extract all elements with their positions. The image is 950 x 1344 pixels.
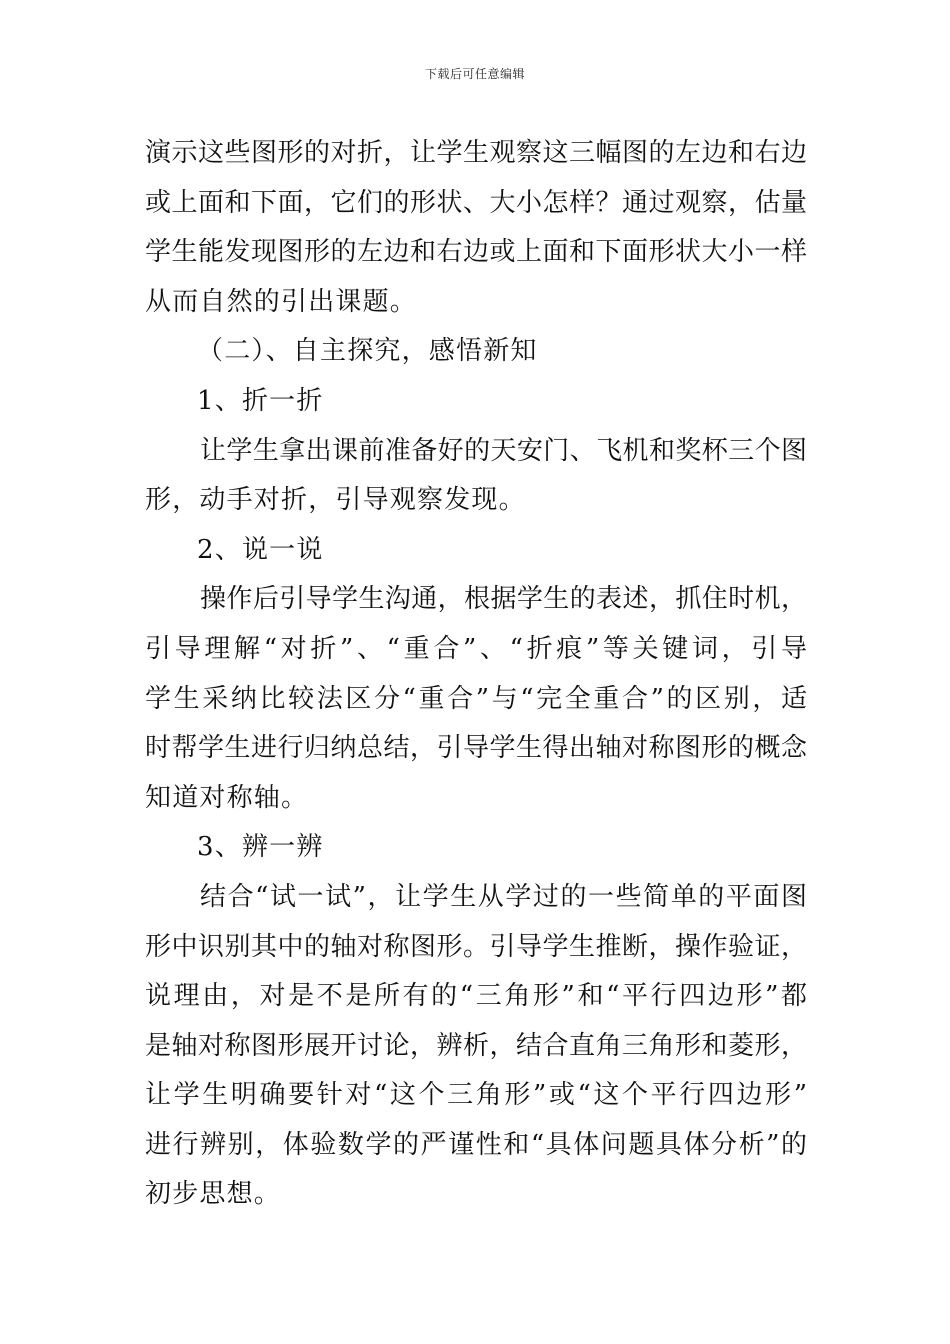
paragraph-line: 学生能发现图形的左边和右边或上面和下面形状大小一样	[145, 237, 807, 268]
paragraph-line: 或上面和下面，它们的形状、大小怎样？通过观察，估量	[145, 187, 807, 218]
paragraph-line: 进行辨别，体验数学的严谨性和“具体问题具体分析”的	[145, 1129, 807, 1160]
subsection-heading: 1、折一折	[197, 385, 324, 416]
section-heading: （二）、自主探究，感悟新知	[197, 336, 538, 367]
paragraph-line: 学生采纳比较法区分“重合”与“完全重合”的区别，适	[145, 683, 807, 714]
paragraph-line: 形中识别其中的轴对称图形。引导学生推断，操作验证，	[145, 931, 807, 962]
paragraph-line: 让学生拿出课前准备好的天安门、飞机和奖杯三个图	[200, 435, 807, 466]
paragraph-line: 是轴对称图形展开讨论，辨析，结合直角三角形和菱形，	[145, 1030, 807, 1061]
paragraph-line: 结合“试一试”，让学生从学过的一些简单的平面图	[200, 881, 807, 912]
subsection-heading: 3、辨一辨	[197, 832, 324, 863]
paragraph-line: 说理由，对是不是所有的“三角形”和“平行四边形”都	[145, 981, 807, 1012]
paragraph-line: 知道对称轴。	[145, 782, 309, 813]
body-text	[145, 129, 807, 1220]
paragraph-line: 初步思想。	[145, 1179, 282, 1210]
page-header-note: 下载后可任意编辑	[424, 67, 525, 81]
paragraph-line: 从而自然的引出课题。	[145, 286, 418, 317]
paragraph-line: 演示这些图形的对折，让学生观察这三幅图的左边和右边	[145, 138, 807, 168]
paragraph-line: 时帮学生进行归纳总结，引导学生得出轴对称图形的概念	[145, 733, 807, 764]
paragraph-line: 操作后引导学生沟通，根据学生的表述，抓住时机，	[200, 584, 807, 615]
paragraph-line: 让学生明确要针对“这个三角形”或“这个平行四边形”	[145, 1080, 807, 1111]
paragraph-line: 形，动手对折，引导观察发现。	[145, 485, 526, 516]
paragraph-line: 引导理解“对折”、“重合”、“折痕”等关键词，引导	[145, 633, 807, 664]
subsection-heading: 2、说一说	[197, 534, 324, 565]
